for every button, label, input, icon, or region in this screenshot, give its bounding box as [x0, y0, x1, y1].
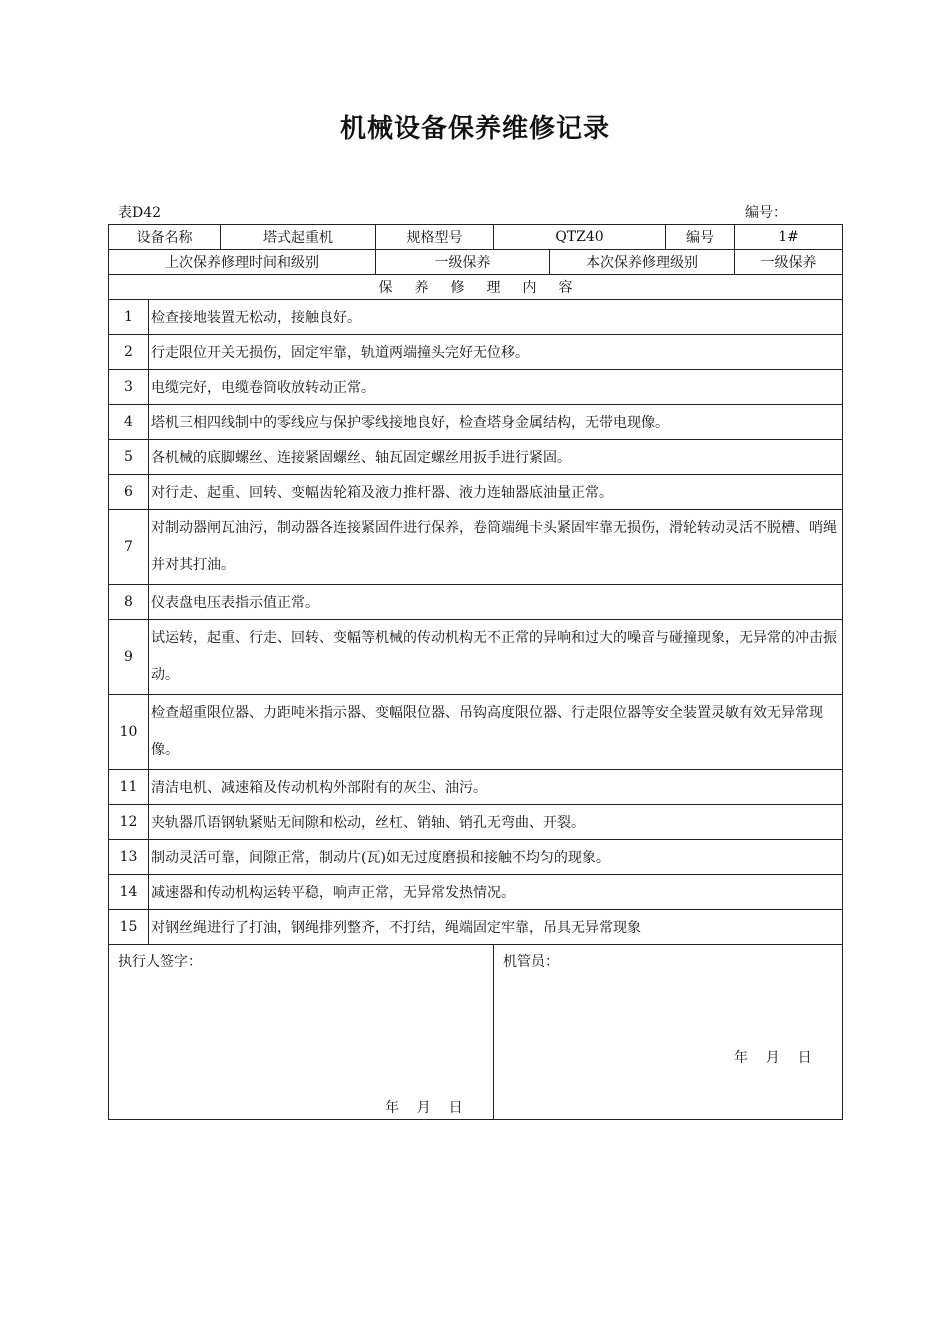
- manager-date: 年 月 日: [734, 1050, 812, 1066]
- item-number: 14: [109, 875, 149, 910]
- executor-signature-cell[interactable]: [109, 945, 494, 1120]
- manager-signature-cell[interactable]: [494, 945, 843, 1120]
- content-header: 保养修理内容: [109, 275, 843, 300]
- item-number: 1: [109, 300, 149, 335]
- form-code: 表D42: [118, 205, 162, 221]
- item-number: 10: [109, 695, 149, 770]
- current-level-label: 本次保养修理级别: [550, 250, 735, 275]
- table-row: [109, 620, 843, 695]
- item-description: 对行走、起重、回转、变幅齿轮箱及液力推杆器、液力连轴器底油量正常。: [149, 475, 843, 510]
- current-level-value: 一级保养: [735, 250, 843, 275]
- last-service-label: 上次保养修理时间和级别: [109, 250, 376, 275]
- content-header-row: [109, 275, 843, 300]
- item-description: 各机械的底脚螺丝、连接紧固螺丝、轴瓦固定螺丝用扳手进行紧固。: [149, 440, 843, 475]
- table-row: [109, 440, 843, 475]
- item-description: 电缆完好，电缆卷筒收放转动正常。: [149, 370, 843, 405]
- item-description: 夹轨器爪语钢轨紧贴无间隙和松动，丝杠、销轴、销孔无弯曲、开裂。: [149, 805, 843, 840]
- equipment-info-row: [109, 225, 843, 250]
- table-row: [109, 770, 843, 805]
- equipment-name-value: 塔式起重机: [221, 225, 376, 250]
- item-description: 行走限位开关无损伤，固定牢靠，轨道两端撞头完好无位移。: [149, 335, 843, 370]
- number-label: 编号: [666, 225, 735, 250]
- item-number: 9: [109, 620, 149, 695]
- item-number: 3: [109, 370, 149, 405]
- table-row: [109, 475, 843, 510]
- maintenance-record-table: [108, 224, 843, 1120]
- item-number: 11: [109, 770, 149, 805]
- table-row: [109, 370, 843, 405]
- table-row: [109, 510, 843, 585]
- manager-signature-label: 机管员：: [503, 954, 559, 970]
- item-description: 塔机三相四线制中的零线应与保护零线接地良好，检查塔身金属结构，无带电现像。: [149, 405, 843, 440]
- item-number: 4: [109, 405, 149, 440]
- item-number: 12: [109, 805, 149, 840]
- table-row: [109, 585, 843, 620]
- item-number: 15: [109, 910, 149, 945]
- item-description: 制动灵活可靠，间隙正常，制动片(瓦)如无过度磨损和接触不均匀的现象。: [149, 840, 843, 875]
- service-level-row: [109, 250, 843, 275]
- document-number-label: 编号：: [745, 205, 787, 221]
- item-description: 检查超重限位器、力距吨米指示器、变幅限位器、吊钩高度限位器、行走限位器等安全装置灵敏有效无异常现像。: [149, 695, 843, 770]
- number-value: 1#: [735, 225, 843, 250]
- table-row: [109, 405, 843, 440]
- item-number: 8: [109, 585, 149, 620]
- equipment-name-label: 设备名称: [109, 225, 221, 250]
- item-number: 13: [109, 840, 149, 875]
- table-row: [109, 695, 843, 770]
- item-description: 清洁电机、减速箱及传动机构外部附有的灰尘、油污。: [149, 770, 843, 805]
- table-row: [109, 840, 843, 875]
- executor-signature-label: 执行人签字：: [118, 954, 202, 970]
- item-description: 检查接地装置无松动，接触良好。: [149, 300, 843, 335]
- table-row: [109, 910, 843, 945]
- table-row: [109, 300, 843, 335]
- item-description: 仪表盘电压表指示值正常。: [149, 585, 843, 620]
- page-title: 机械设备保养维修记录: [339, 114, 610, 144]
- table-row: [109, 335, 843, 370]
- model-label: 规格型号: [376, 225, 494, 250]
- item-number: 7: [109, 510, 149, 585]
- item-description: 试运转，起重、行走、回转、变幅等机械的传动机构无不正常的异响和过大的噪音与碰撞现象，无异常的冲击振动。: [149, 620, 843, 695]
- executor-date: 年 月 日: [385, 1100, 463, 1116]
- item-number: 6: [109, 475, 149, 510]
- signature-row: [109, 945, 843, 1120]
- item-number: 2: [109, 335, 149, 370]
- item-description: 对钢丝绳进行了打油，钢绳排列整齐，不打结，绳端固定牢靠，吊具无异常现象: [149, 910, 843, 945]
- table-row: [109, 875, 843, 910]
- item-number: 5: [109, 440, 149, 475]
- table-row: [109, 805, 843, 840]
- last-service-value: 一级保养: [376, 250, 550, 275]
- item-description: 对制动器闸瓦油污，制动器各连接紧固件进行保养，卷筒端绳卡头紧固牢靠无损伤，滑轮转动灵活不脱槽、哨绳并对其打油。: [149, 510, 843, 585]
- item-description: 减速器和传动机构运转平稳，响声正常，无异常发热情况。: [149, 875, 843, 910]
- model-value: QTZ40: [494, 225, 666, 250]
